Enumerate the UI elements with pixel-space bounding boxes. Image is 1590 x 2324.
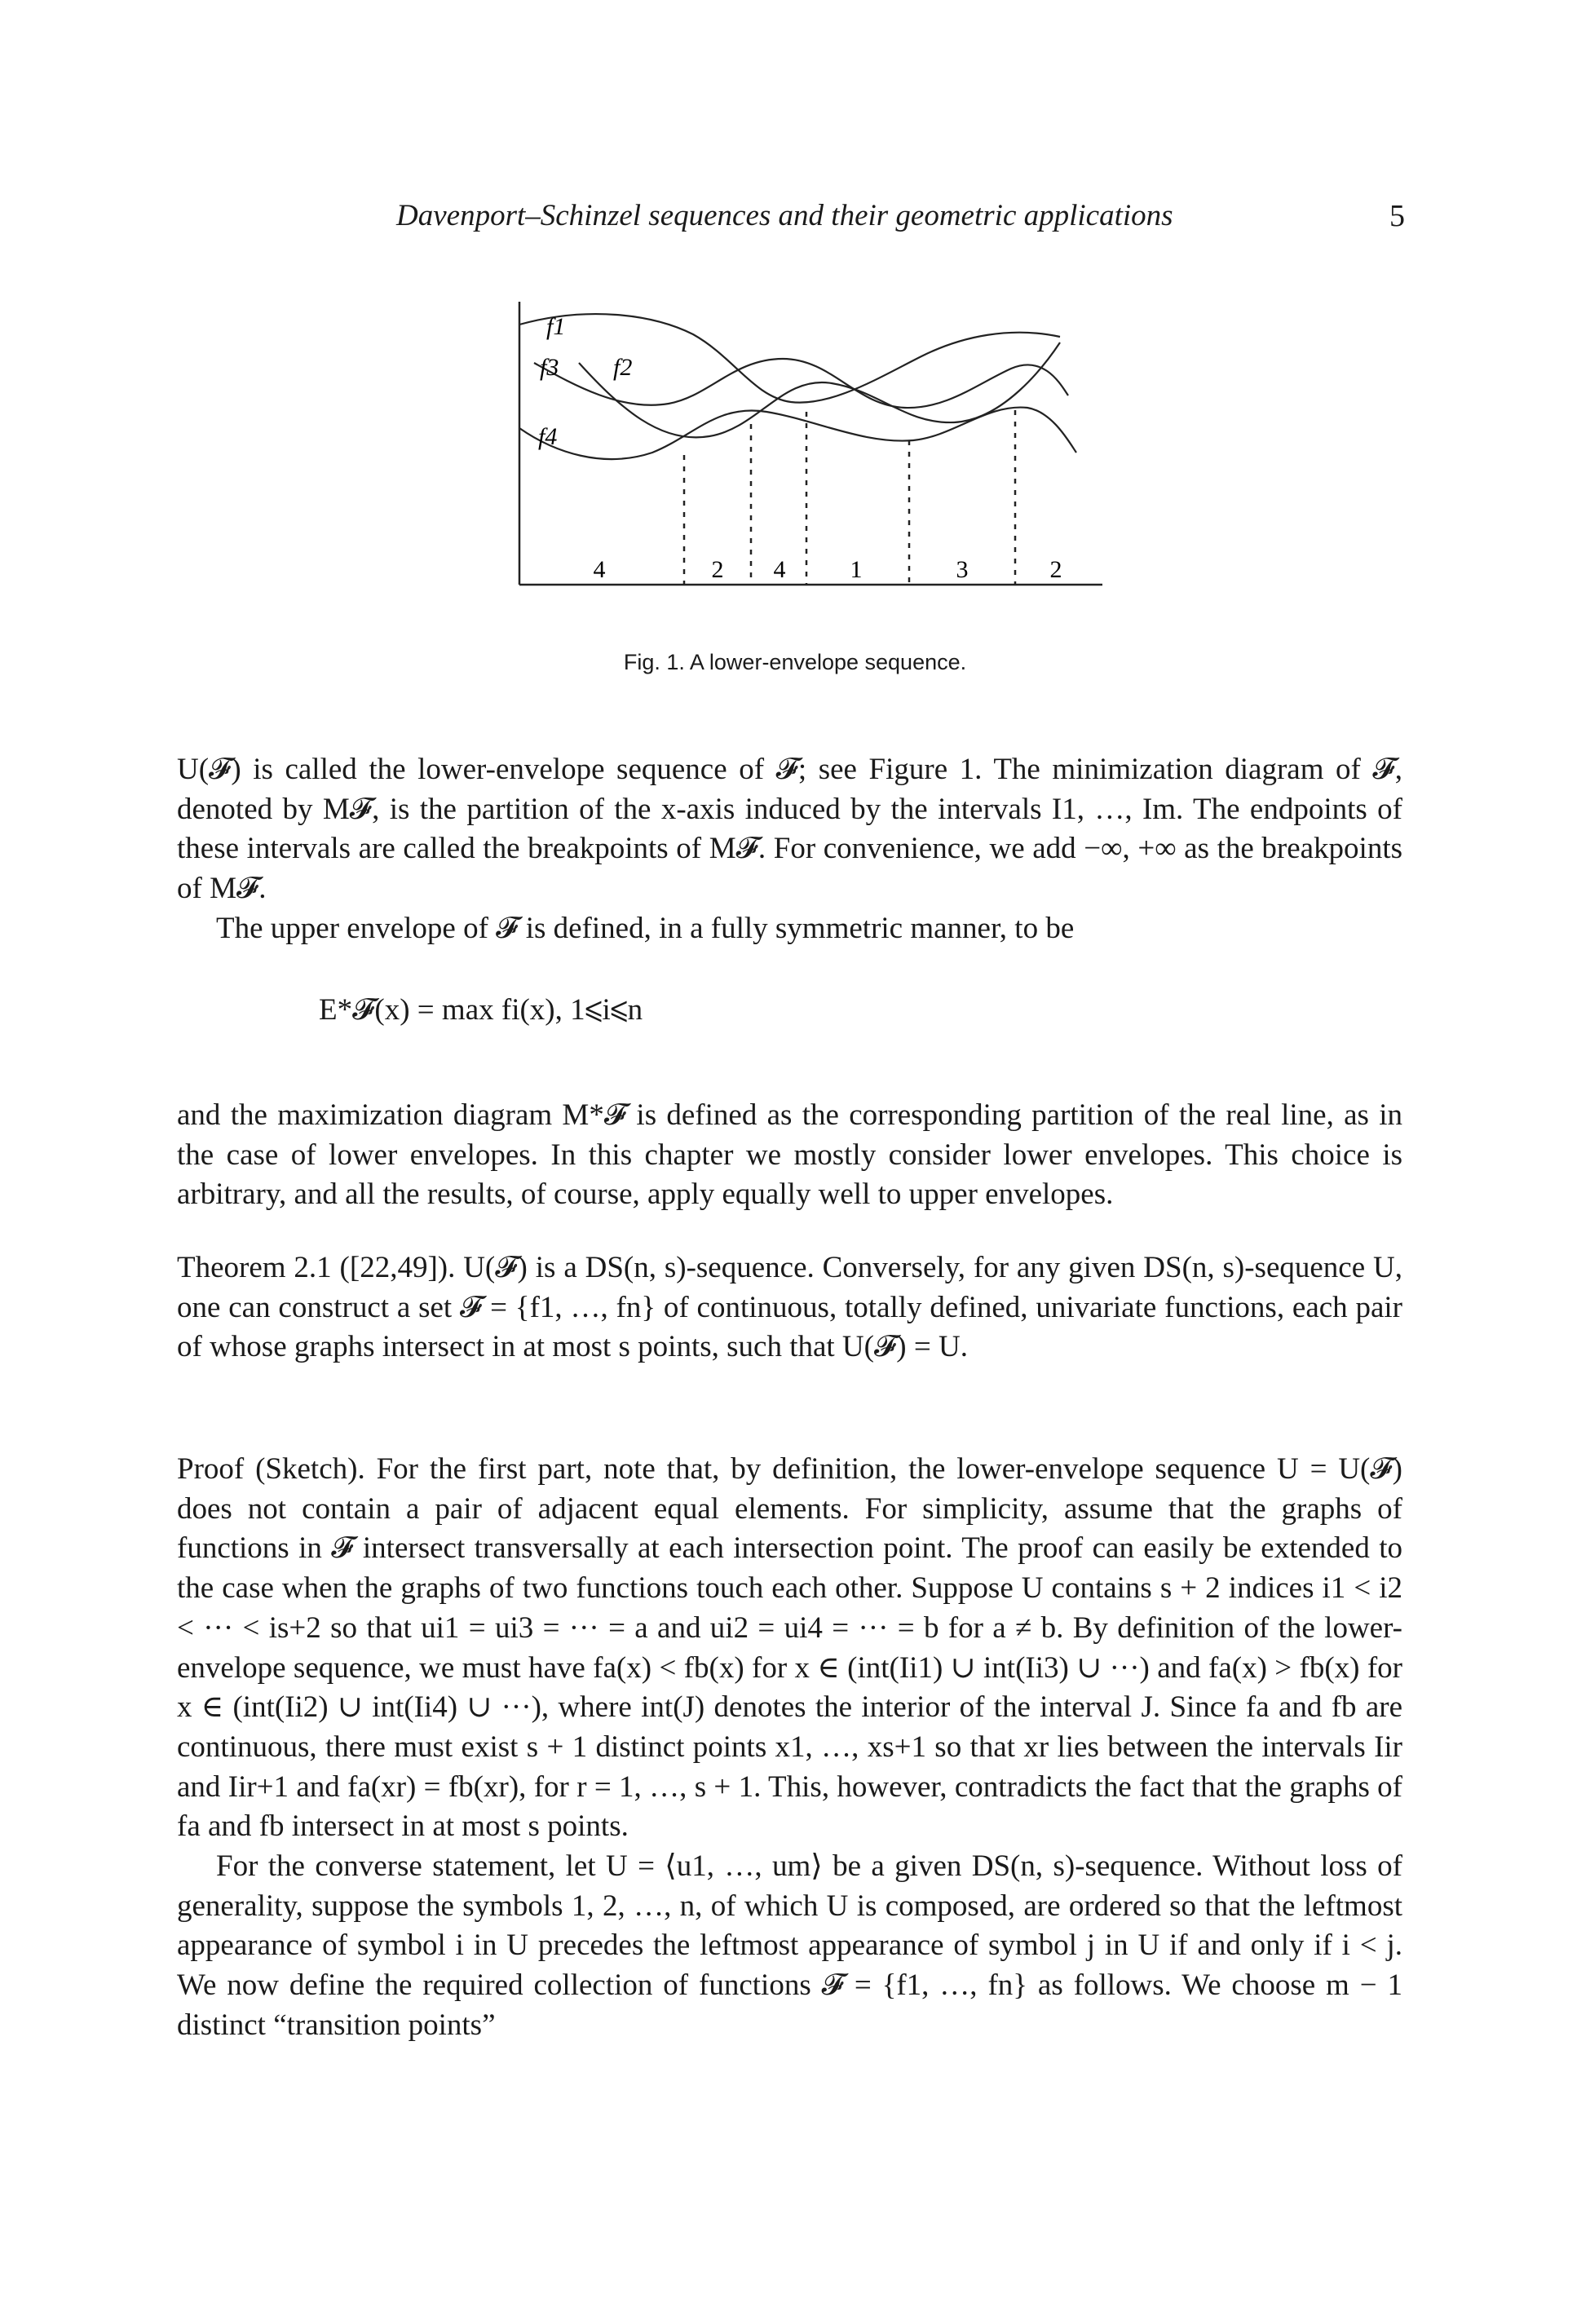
label-f3: f3	[540, 354, 559, 381]
label-f1: f1	[546, 313, 566, 340]
sequence-symbol: 4	[593, 556, 606, 583]
figure-caption: Fig. 1. A lower-envelope sequence.	[623, 650, 967, 674]
proof: Proof (Sketch). For the first part, note that, by definition, the lower-envelope sequence U = U(𝓕) does not contain a pair of adjacent equal elements. For simplicity, assume that the graphs of functions in 𝓕 intersect transversally at each intersection point. The proof can easily be extended to the case when the graphs of two functions touch each other. Suppose U contains s + 2 indices i1 < i2 < ··· < is+2 so that ui1 = ui3 = ··· = a and ui2 = ui4 = ··· = b for a ≠ b. By definition of the lower-envelope sequence, we must have fa(x) < fb(x) for x ∈ (int(Ii1) ∪ int(Ii3) ∪ ···) and fa(x) > fb(x) for x ∈ (int(Ii2) ∪ int(Ii4) ∪ ···), where int(J) denotes the interior of the interval J. Since fa and fb are continuous, there must exist s + 1 distinct points x1, …, xs+1 so that xr lies between the intervals Iir and Iir+1 and fa(xr) = fb(xr), for r = 1, …, s + 1. This, however, contradicts the fact that the graphs of fa and fb intersect in at most s points. For the converse statement, let U = ⟨u1, …, um⟩ be a given DS(n, s)-sequence. Without loss of generality, suppose the symbols 1, 2, …, n, of which U is composed, are ordered so that the leftmost appearance of symbol i in U precedes the leftmost appearance of symbol j in U if and only if i < j. We now define the required collection of functions 𝓕 = {f1, …, fn} as follows. We choose m − 1 distinct “transition points”	[177, 1452, 1402, 2042]
sequence-symbol: 1	[850, 556, 863, 583]
sequence-symbol: 3	[956, 556, 969, 583]
paragraph-definition: U(𝓕) is called the lower-envelope sequence of 𝓕; see Figure 1. The minimization diagram of 𝓕, denoted by M𝓕, is the partition of the x-axis induced by the intervals I1, …, Im. The endpoints of these intervals are called the breakpoints of M𝓕. For convenience, we add −∞, +∞ as the breakpoints of M𝓕. The upper envelope of 𝓕 is defined, in a fully symmetric manner, to be	[177, 753, 1402, 945]
equation-upper-envelope: E*𝓕(x) = max fi(x), 1⩽i⩽n	[319, 993, 643, 1027]
label-f2: f2	[613, 354, 633, 381]
curve-f4	[519, 408, 1076, 459]
running-title: Davenport–Schinzel sequences and their geometric applications	[396, 199, 1173, 232]
sequence-symbol: 4	[773, 556, 786, 583]
sequence-symbol: 2	[1049, 556, 1062, 583]
curve-f2	[579, 342, 1060, 437]
theorem-2-1: Theorem 2.1 ([22,49]). U(𝓕) is a DS(n, s)-sequence. Conversely, for any given DS(n, s)-sequence U, one can construct a set 𝓕 = {f1, …, fn} of continuous, totally defined, univariate functions, each pair of whose graphs intersect in at most s points, such that U(𝓕) = U.	[177, 1251, 1402, 1364]
label-f4: f4	[538, 423, 558, 450]
figure-lower-envelope	[489, 269, 1109, 603]
sequence-symbol: 2	[711, 556, 724, 583]
page-number: 5	[1389, 199, 1405, 233]
paragraph-maximization: and the maximization diagram M*𝓕 is defined as the corresponding partition of the real line, as in the case of lower envelopes. In this chapter we mostly consider lower envelopes. This choice is arbitrary, and all the results, of course, apply equally well to upper envelopes.	[177, 1098, 1402, 1212]
